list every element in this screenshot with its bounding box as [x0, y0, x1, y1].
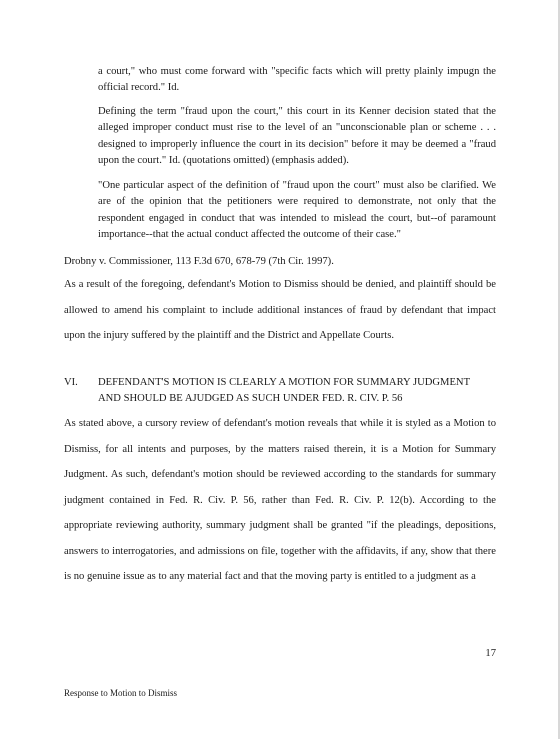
section-title: DEFENDANT'S MOTION IS CLEARLY A MOTION FOR SUMMARY JUDGMENT AND SHOULD BE AJUDGED AS SUCH UNDER FED. R. CIV. P. 56 [98, 377, 471, 404]
summary-judgment-paragraph: As stated above, a cursory review of defendant's motion reveals that while it is styled as a Motion to Dismiss, for all intents and purposes, by the matters raised therein, it is a Motion for Summary Judgment. As such, defendant's motion should be reviewed according to the standards for summary judgment contained in Fed. R. Civ. P. 56, rather than Fed. R. Civ. P. 12(b). According to the appropriate reviewing authority, summary judgment shall be granted "if the pleadings, depositions, answers to interrogatories, and admissions on file, together with the affidavits, if any, show that there is no genuine issue as to any material fact and that the moving party is entitled to a judgment as a [64, 418, 496, 582]
block-quote-drobny: "One particular aspect of the definition of "fraud upon the court" must also be clarified. We are of the opinion that the petitioners were required to demonstrate, not only that the respondent engaged in conduct that was intended to mislead the court, but--of paramount importance--that the actual conduct affected the outcome of their case." [98, 180, 496, 241]
block-quote-definition: Defining the term "fraud upon the court," this court in its Kenner decision stated that the alleged improper conduct must rise to the level of an "unconscionable plan or scheme . . . designed to improperly influence the court in its decision" before it may be deemed a "fraud upon the court." Id. (quotations omitted) (emphasis added). [98, 106, 496, 167]
page-footer: Response to Motion to Dismiss [64, 688, 178, 698]
conclusion-paragraph: As a result of the foregoing, defendant's Motion to Dismiss should be denied, and plaintiff should be allowed to amend his complaint to include additional instances of fraud by defendant that impact upon the injury suffered by the plaintiff and the District and Appellate Courts. [64, 279, 496, 341]
section-number: VI. [64, 377, 78, 388]
block-quote-continuation: a court," who must come forward with "specific facts which will pretty plainly impugn the official record." Id. [98, 66, 496, 94]
page-number: 17 [485, 648, 496, 659]
case-citation: Drobny v. Commissioner, 113 F.3d 670, 678-79 (7th Cir. 1997). [64, 256, 334, 267]
